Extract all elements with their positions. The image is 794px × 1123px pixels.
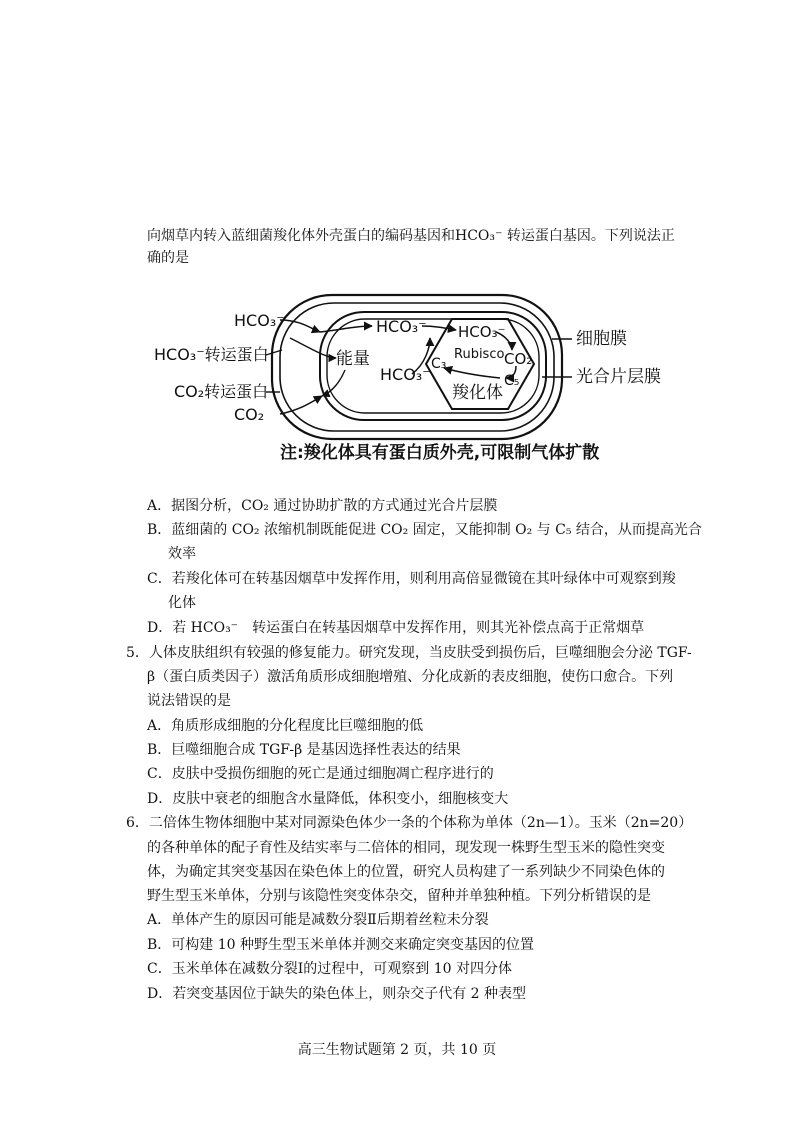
label-hco3-inner-bottom: HCO₃⁻ (380, 365, 431, 384)
q5-option-c: C．皮肤中受损伤细胞的死亡是通过细胞凋亡程序进行的 (147, 766, 494, 782)
label-rubisco: Rubisco (454, 347, 505, 362)
label-co2-carboxysome: CO₂ (504, 350, 533, 368)
label-energy: 能量 (336, 349, 370, 369)
q6-stem-line-4: 野生型玉米单体，分别与该隐性突变体杂交，留种并单独种植。下列分析错误的是 (147, 888, 651, 904)
label-cell-membrane: 细胞膜 (576, 329, 627, 349)
diagram-note: 注:羧化体具有蛋白质外壳,可限制气体扩散 (280, 443, 600, 463)
q5-option-d: D．皮肤中衰老的细胞含水量降低，体积变小，细胞核变大 (147, 791, 509, 807)
q4-option-a: A．据图分析，CO₂ 通过协助扩散的方式通过光合片层膜 (147, 498, 498, 514)
q5-stem-line-3: 说法错误的是 (147, 693, 231, 709)
q5-stem-line-2: β（蛋白质类因子）激活角质形成细胞增殖、分化成新的表皮细胞，使伤口愈合。下列 (147, 669, 674, 685)
label-co2-transporter: CO₂转运蛋白 (174, 382, 269, 401)
q5-option-a: A．角质形成细胞的分化程度比巨噬细胞的低 (147, 718, 424, 734)
q4-option-b-cont: 效率 (168, 546, 196, 562)
q4-option-c: C．若羧化体可在转基因烟草中发挥作用，则利用高倍显微镜在其叶绿体中可观察到羧 (147, 571, 676, 587)
q4-option-c-cont: 化体 (168, 595, 196, 611)
label-c5: C₅ (504, 373, 520, 389)
label-c3: C₃ (431, 356, 447, 372)
carboxysome-diagram (140, 292, 680, 472)
label-hco3-inner-top: HCO₃⁻ (376, 317, 427, 336)
label-carboxysome: 羧化体 (452, 383, 503, 403)
q6-stem-line-3: 体，为确定其突变基因在染色体上的位置，研究人员构建了一系列缺少不同染色体的 (147, 864, 665, 880)
label-hco3-carboxysome: HCO₃⁻ (458, 323, 506, 341)
q6-stem-line-1: 6．二倍体生物体细胞中某对同源染色体少一条的个体称为单体（2n—1）。玉米（2n=20） (126, 815, 693, 831)
q6-option-b: B．可构建 10 种野生型玉米单体并测交来确定突变基因的位置 (147, 937, 535, 953)
q6-option-d: D．若突变基因位于缺失的染色体上，则杂交子代有 2 种表型 (147, 986, 527, 1002)
label-thylakoid-membrane: 光合片层膜 (576, 367, 661, 387)
q5-stem-line-1: 5．人体皮肤组织有较强的修复能力。研究发现，当皮肤受到损伤后，巨噬细胞会分泌 TGF- (126, 645, 692, 661)
q6-option-a: A．单体产生的原因可能是减数分裂Ⅱ后期着丝粒未分裂 (147, 912, 489, 928)
page-footer: 高三生物试题第 2 页，共 10 页 (297, 1042, 497, 1058)
label-hco3-transporter: HCO₃⁻转运蛋白 (154, 345, 269, 364)
q6-stem-line-2: 的各种单体的配子育性及结实率与二倍体的相同，现发现一株野生型玉米的隐性突变 (147, 840, 665, 856)
label-hco3-outer: HCO₃⁻ (234, 311, 285, 330)
label-co2-outer: CO₂ (234, 405, 265, 424)
q4-option-d: D．若 HCO₃⁻ 转运蛋白在转基因烟草中发挥作用，则其光补偿点高于正常烟草 (147, 620, 645, 636)
q4-stem-line-1: 向烟草内转入蓝细菌羧化体外壳蛋白的编码基因和HCO₃⁻ 转运蛋白基因。下列说法正 (147, 228, 675, 244)
q5-option-b: B．巨噬细胞合成 TGF-β 是基因选择性表达的结果 (147, 742, 461, 758)
q4-option-b: B．蓝细菌的 CO₂ 浓缩机制既能促进 CO₂ 固定，又能抑制 O₂ 与 C₅ 结合，从而提高光合 (147, 522, 702, 538)
q6-option-c: C．玉米单体在减数分裂Ⅰ的过程中，可观察到 10 对四分体 (147, 961, 512, 977)
q4-stem-line-2: 确的是 (147, 250, 189, 266)
